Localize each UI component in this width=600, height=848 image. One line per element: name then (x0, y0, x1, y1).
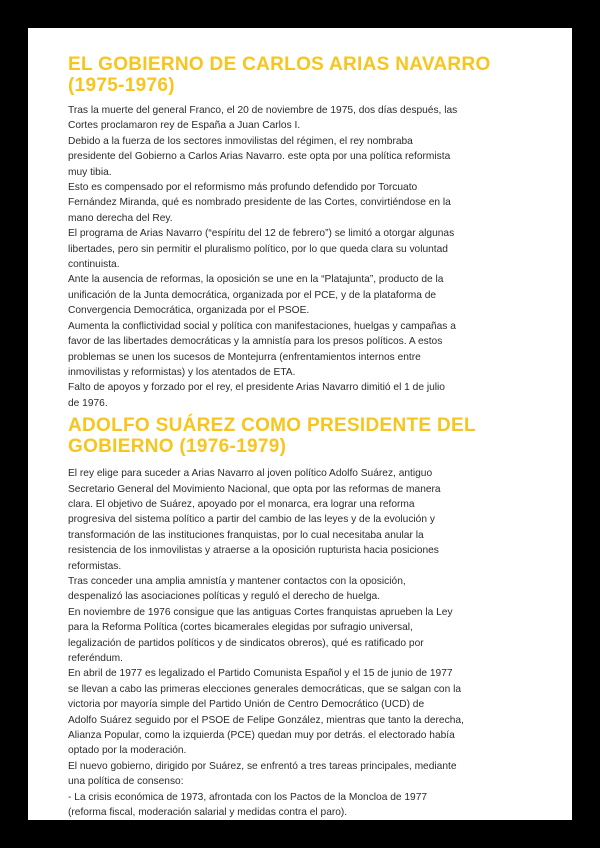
text-line: Esto es compensado por el reformismo más profundo defendido por Torcuato (68, 182, 418, 194)
text-line: despenalizó las asociaciones políticas y reguló el derecho de huelga. (68, 591, 381, 603)
text-line: Alianza Popular, como la izquierda (PCE) quedan muy por detrás. el electorado había (68, 730, 455, 742)
text-line: continuista. (68, 259, 120, 271)
text-line: una política de consenso: (68, 776, 184, 788)
text-line: inmovilistas y reformistas) y los atentados de ETA. (68, 366, 296, 378)
text-line: legalización de partidos políticos y de sindicatos obreros), qué es ratificado por (68, 637, 424, 649)
text-line: favor de las libertades democráticas y la amnistía para los presos políticos. A estos (68, 336, 443, 348)
text-line: para la Reforma Política (cortes bicamerales elegidas por sufragio universal, (68, 622, 413, 634)
text-line: presidente del Gobierno a Carlos Arias Navarro. este opta por una política reformista (68, 151, 451, 163)
text-line: progresiva del sistema político a partir del cambio de las leyes y de la evolución y (68, 514, 435, 526)
text-line: victoria por mayoría simple del Partido Unión de Centro Democrático (UCD) de (68, 699, 425, 711)
text-line: El programa de Arias Navarro (“espíritu del 12 de febrero”) se limitó a otorgar algunas (68, 228, 455, 240)
text-line: clara. El objetivo de Suárez, apoyado por el monarca, era lograr una reforma (68, 498, 415, 510)
text-line: Secretario General del Movimiento Nacional, que opta por las reformas de manera (68, 483, 441, 495)
text-line: libertades, pero sin permitir el pluralismo político, por lo que queda clara su voluntad (68, 243, 448, 255)
text-line: Falto de apoyos y forzado por el rey, el presidente Arias Navarro dimitió el 1 de julio (68, 382, 445, 394)
text-line: El rey elige para suceder a Arias Navarro al joven político Adolfo Suárez, antiguo (68, 468, 433, 480)
text-line: Fernández Miranda, qué es nombrado presidente de las Cortes, convirtiéndose en la (68, 197, 451, 209)
title-line: EL GOBIERNO DE CARLOS ARIAS NAVARRO (68, 54, 491, 75)
text-line: unificación de la Junta democrática, organizada por el PCE, y de la plataforma de (68, 289, 437, 301)
text-line: problemas se unen los sucesos de Montejurra (enfrentamientos internos entre (68, 351, 421, 363)
text-line: de 1976. (68, 397, 108, 409)
text-line: Cortes proclamaron rey de España a Juan Carlos I. (68, 120, 301, 132)
text-line: referéndum. (68, 653, 123, 664)
section-body-adolfo-suarez (68, 466, 532, 820)
text-line: En abril de 1977 es legalizado el Partido Comunista Español y el 15 de junio de 1977 (68, 668, 453, 680)
text-line: Convergencia Democrática, organizada por el PSOE. (68, 305, 310, 317)
text-line: Debido a la fuerza de los sectores inmovilistas del régimen, el rey nombraba (68, 135, 413, 147)
title-line: GOBIERNO (1976-1979) (68, 436, 287, 458)
section-body-arias-navarro (68, 103, 532, 411)
document-page (28, 28, 572, 820)
text-line: Adolfo Suárez seguido por el PSOE de Felipe González, mientras que tanto la derecha, (68, 714, 464, 726)
text-line: En noviembre de 1976 consigue que las antiguas Cortes franquistas aprueben la Ley (68, 606, 453, 618)
text-line: mano derecha del Rey. (68, 212, 173, 224)
text-line: - La crisis económica de 1973, afrontada con los Pactos de la Moncloa de 1977 (68, 791, 428, 803)
text-line: optado por la moderación. (68, 745, 187, 757)
section-title-arias-navarro (68, 54, 532, 96)
text-line: transformación de las instituciones franquistas, por lo cual necesitaba anular la (68, 529, 424, 541)
text-line: El nuevo gobierno, dirigido por Suárez, se enfrentó a tres tareas principales, mediante (68, 760, 457, 772)
text-line: Tras conceder una amplia amnistía y mantener contactos con la oposición, (68, 575, 406, 587)
text-line: Aumenta la conflictividad social y política con manifestaciones, huelgas y campañas a (68, 320, 456, 332)
title-line: ADOLFO SUÁREZ COMO PRESIDENTE DEL (68, 415, 476, 437)
text-line: se llevan a cabo las primeras elecciones generales democráticas, que se salgan con la (68, 683, 462, 695)
text-line: Tras la muerte del general Franco, el 20 de noviembre de 1975, dos días después, las (68, 105, 458, 116)
text-line: (reforma fiscal, moderación salarial y medidas contra el paro). (68, 807, 348, 819)
text-line: resistencia de los inmovilistas y atraerse a la oposición rupturista hacia posiciones (68, 545, 439, 557)
text-line: reformistas. (68, 560, 122, 572)
text-line: muy tibia. (68, 166, 112, 178)
section-title-adolfo-suarez (68, 415, 532, 457)
text-line: Ante la ausencia de reformas, la oposición se une en la “Platajunta”, producto de la (68, 274, 444, 286)
title-line: (1975-1976) (68, 75, 175, 96)
